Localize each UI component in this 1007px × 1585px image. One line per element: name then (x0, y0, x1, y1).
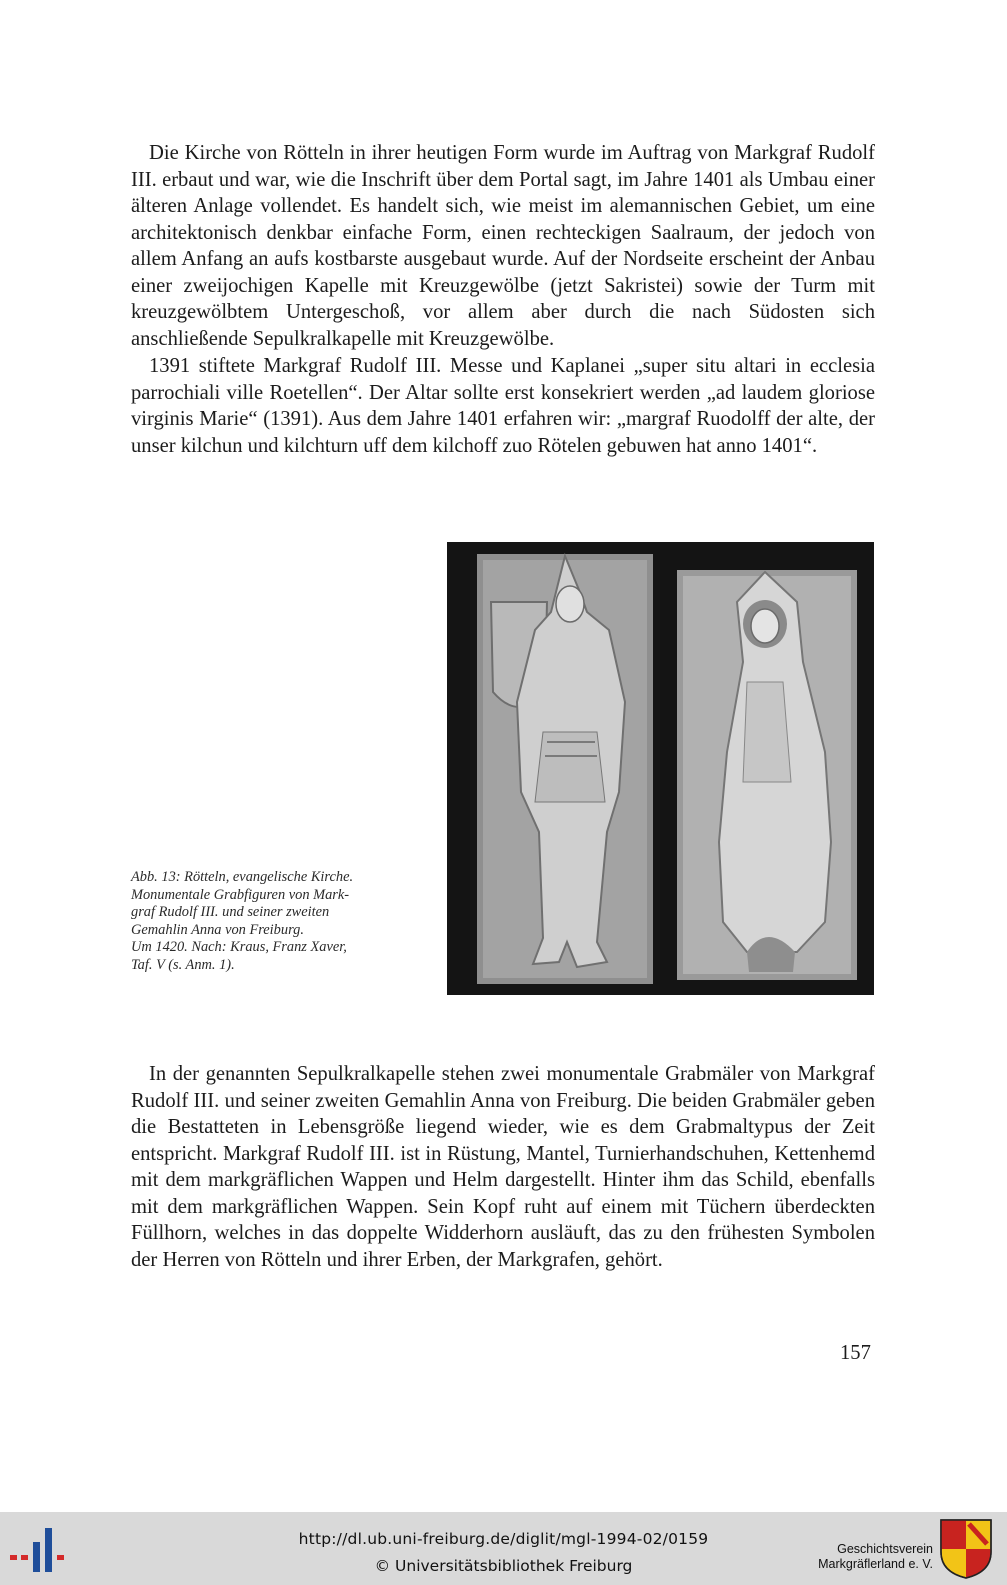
body-paragraph-3: In der genannten Sepulkralkapelle stehen zwei monumentale Grabmäler von Markgraf Rudolf III. und seiner zweiten Gemahlin Anna von Freiburg. Die beiden Grabmäler geben die Bestatteten in Lebensgröße liegend wieder, wie es dem Grabmaltypus der Zeit entspricht. Markgraf Rudolf III. ist in Rüstung, Mantel, Turnierhandschuhen, Kettenhemd mit dem markgräflichen Wappen und Helm dargestellt. Hinter ihm das Schild, ebenfalls mit dem markgräflichen Wappen. Sein Kopf ruht auf einem mit Tüchern überdeckten Füllhorn, welches in das doppelte Widderhorn ausläuft, das zu den frühesten Symbolen der Herren von Rötteln und ihrer Erben, der Markgrafen, gehört. (131, 1063, 875, 1271)
society-name-line: Markgräflerland e. V. (818, 1557, 933, 1571)
footer-bar (0, 1512, 1007, 1585)
caption-line: Abb. 13: Rötteln, evangelische Kirche. (131, 869, 354, 885)
body-paragraph-2: 1391 stiftete Markgraf Rudolf III. Messe und Kaplanei „super situ altari in ecclesia parrochiali ville Roetellen“. Der Altar sollte erst konsekriert werden „ad laudem gloriose virginis Marie“ (1391). Aus dem Jahre 1401 erfahren wir: „margraf Ruodolff der alte, der unser kilchun und kilchturn uff dem kilchoff zuo Rötelen gebuwen hat anno 1401“. (131, 355, 875, 457)
figure-caption (131, 869, 421, 975)
society-name (818, 1542, 933, 1572)
caption-line: Taf. V (s. Anm. 1). (131, 956, 235, 973)
copyright-text: © Universitätsbibliothek Freiburg (374, 1557, 633, 1575)
society-name-line: Geschichtsverein (837, 1542, 933, 1556)
tomb-figures-photo (447, 542, 874, 995)
page-number: 157 (840, 1342, 871, 1364)
caption-line: Gemahlin Anna von Freiburg. (131, 921, 304, 938)
caption-line: graf Rudolf III. und seiner zweiten (131, 904, 330, 921)
caption-line: Um 1420. Nach: Kraus, Franz Xaver, (131, 939, 347, 956)
document-url-link[interactable]: http://dl.ub.uni-freiburg.de/diglit/mgl-1994-02/0159 (298, 1530, 709, 1548)
body-paragraph-1: Die Kirche von Rötteln in ihrer heutigen Form wurde im Auftrag von Markgraf Rudolf III. erbaut und war, wie die Inschrift über dem Portal sagt, im Jahre 1401 als Umbau einer älteren Anlage vollendet. Es handelt sich, wie meist im alemannischen Gebiet, um eine architektonisch denkbar einfache Form, einen rechteckigen Saalraum, der jedoch von allem Anfang an aufs kostbarste ausgebaut wurde. Auf der Nordseite erscheint der Anbau einer zweijochigen Kapelle mit Kreuzgewölbe (jetzt Sakristei) sowie der Turm mit kreuzgewölbtem Untergeschoß, vor allem aber durch die nach Südosten sich anschließende Sepulkralkapelle mit Kreuzgewölbe. (131, 142, 875, 350)
coat-of-arms-icon (939, 1518, 993, 1580)
caption-line: Monumentale Grabfiguren von Mark- (131, 886, 350, 903)
